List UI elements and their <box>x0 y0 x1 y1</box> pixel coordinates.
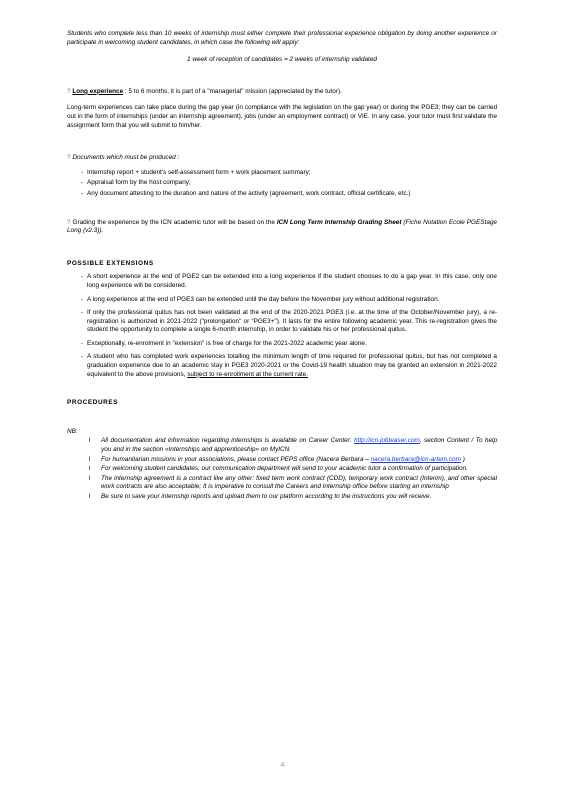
list-item: l Be sure to save your internship reports and upload them to our platform according to the instructions you will receive. <box>89 493 432 500</box>
extensions-heading: POSSIBLE EXTENSIONS <box>67 259 154 267</box>
jobteaser-link[interactable]: http://icn.jobteaser.com <box>354 437 420 445</box>
grading-sheet-paren: (Fiche Notation Ecole PGEStage Long (v2.3)). <box>67 218 497 235</box>
grading-sheet-name: ICN Long Term Internship Grading Sheet <box>276 218 402 226</box>
list-item: - A short experience at the end of PGE2 can be extended into a long experience if the student chooses to do a gap year. In this case, only one long experience will be considered. <box>81 273 497 289</box>
documents-title: Documents which must be produced <box>72 154 176 162</box>
list-item: - Appraisal form by the host company; <box>81 179 191 187</box>
email-link[interactable]: nacera.berbara@icn-artem.com <box>370 455 461 463</box>
nb-section <box>67 428 497 502</box>
list-item: - Any document attesting to the duration and nature of the activity (agreement, work contract, official certificate, etc.) <box>81 189 411 197</box>
long-experience-body: Long-term experiences can take place during the gap year (in compliance with the legislation on the gap year) or during the PGE3; they can be carried out in the form of internships (under an internship agreement), jobs (under an employment contract) or VIE. In any case, your tutor must first validate the assignment form that you will submit to him/her. <box>67 104 497 129</box>
long-experience-title: Long experience <box>72 87 124 95</box>
list-item: - Internship report + student's self-assessment form + work placement summary; <box>81 168 311 176</box>
list-item: l All documentation and information regarding internships is available on Career Center: http://icn.jobteaser.com, section Content / To help you and in the section «Internships and apprenticeship» on MyICN. <box>89 437 497 454</box>
list-item: - A long experience at the end of PGE3 can be extended until the day before the November jury without additional registration. <box>81 295 440 303</box>
list-item: l The internship agreement is a contract like any other: fixed term work contract (CDD), temporary work contract (Interim), and other special work contracts are also acceptable; It is imperative to consult the Careers and Internship office before starting an internship <box>89 474 497 491</box>
bullet-icon: l <box>89 474 91 482</box>
nb-label: NB: <box>67 427 78 435</box>
documents-colon: : <box>177 154 180 162</box>
question-icon: ? <box>67 218 71 226</box>
bullet-icon: l <box>89 437 91 445</box>
grading-paragraph <box>67 219 497 236</box>
list-item: - A student who has completed work experiences totalling the minimum length of time required for professional quitus, but has not completed a graduation experience due to an academic stay in PGE3 2020-2021 or the Covid-19 health situation may be granted an extension in 2021-2022 equivalent to the above provisions, subject to re-enrollment at the current rate. <box>81 353 497 378</box>
intro-paragraph: Students who complete less than 10 weeks of internship must either complete their professional experience obligation by doing another experience or participate in welcoming student candidates, in which case the following will apply: <box>67 30 497 46</box>
question-icon: ? <box>67 87 71 95</box>
documents-section <box>67 154 497 198</box>
grading-text: Grading the experience by the ICN academic tutor will be based on the <box>72 218 275 226</box>
long-experience-section <box>67 88 497 130</box>
list-item: l For humanitarian missions in your associations, please contact PEPS office (Nacera Berbara – nacera.berbara@icn-artem.com ) <box>89 455 465 463</box>
intro-rule: 1 week of reception of candidates = 2 weeks of internship validated <box>187 56 377 64</box>
bullet-icon: l <box>89 455 91 463</box>
procedures-heading: PROCEDURES <box>67 399 119 407</box>
bullet-icon: l <box>89 465 91 473</box>
page-number: 4 <box>280 762 285 769</box>
list-item: - Exceptionally, re-enrolment in "extension" is free of charge for the 2021-2022 academic year alone. <box>81 339 367 347</box>
question-icon: ? <box>67 154 71 162</box>
long-experience-lead: : 5 to 6 months, it is part of a "managerial" mission (appreciated by the tutor). <box>124 87 342 95</box>
list-item: l For welcoming student candidates, our communication department will send to your academic tutor a confirmation of participation. <box>89 465 468 473</box>
page-content <box>67 30 497 502</box>
extensions-section <box>67 260 497 380</box>
bullet-icon: l <box>89 493 91 500</box>
list-item: - If only the professional quitus has not been validated at the end of the 2020-2021 PGE3 (i.e. at the time of the October/November jury), a re-registration is authorized in 2021-2022 ("prolongation" or "PGE3+"). It lasts for the entire following academic year. This re-registration gives the student the opportunity to complete a single 6-month internship, in order to validate his or her professional quitus. <box>81 309 497 334</box>
